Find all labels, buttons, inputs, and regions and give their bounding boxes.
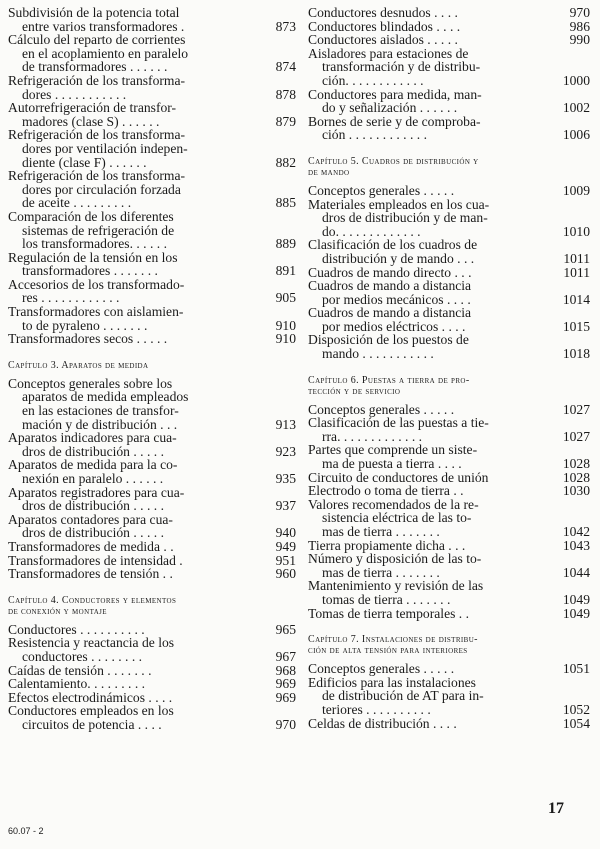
toc-entry-line: Partes que comprende un siste- (308, 442, 478, 458)
toc-entry-line: dros de distribución . . . . . (22, 498, 164, 514)
toc-entry-title (8, 278, 262, 305)
toc-entry-line: Cuadros de mando a distancia (308, 278, 472, 294)
toc-entry[interactable] (8, 554, 296, 568)
toc-entry-title (8, 513, 262, 540)
toc-entry-line: Conceptos generales . . . . . (308, 401, 455, 417)
toc-entry-page: 986 (569, 18, 590, 34)
toc-entry-title (308, 579, 556, 606)
toc-entry-page: 1030 (562, 483, 590, 499)
toc-entry-title (308, 443, 556, 470)
toc-entry-line: Resistencia y reactancia de los (8, 635, 175, 651)
toc-entry-line: por medios mecánicos . . . . (322, 291, 471, 307)
toc-entry-line: Edificios para las instalaciones (308, 674, 476, 690)
toc-entry-line: distribución y de mando . . . (322, 250, 475, 266)
toc-entry-line: Mantenimiento y revisión de las (308, 578, 484, 594)
toc-entry-page: 940 (275, 525, 296, 541)
toc-entry-page: 1011 (563, 250, 590, 266)
toc-entry-title (308, 184, 556, 198)
chapter-heading-line: de mando (308, 166, 350, 178)
toc-entry-line: Conductores empleados en los (8, 703, 174, 719)
toc-entry-line: de aceite . . . . . . . . . (22, 195, 132, 211)
toc-entry-title (308, 498, 556, 539)
toc-entry-line: en las estaciones de transfor- (22, 403, 179, 419)
toc-entry-page: 873 (275, 18, 296, 34)
toc-entry[interactable] (8, 305, 296, 332)
toc-entry[interactable] (308, 184, 590, 198)
toc-entry-page: 1049 (562, 605, 590, 621)
toc-entry-line: Accesorios de los transformado- (8, 276, 185, 292)
toc-entry-page: 891 (275, 263, 296, 279)
toc-entry-line: nexión en paralelo . . . . . . (22, 471, 164, 486)
toc-entry-title (308, 484, 556, 498)
toc-entry-page: 1044 (562, 564, 590, 580)
toc-entry-page: 882 (275, 154, 296, 170)
toc-entry-title (8, 664, 262, 678)
toc-entry-line: Electrodo o toma de tierra . . (308, 483, 464, 499)
toc-entry[interactable] (308, 333, 590, 360)
toc-entry-line: Refrigeración de los transforma- (8, 168, 186, 184)
toc-entry-line: Calentamiento. . . . . . . . . (8, 676, 146, 692)
toc-entry-line: por medios eléctricos . . . . (322, 318, 466, 334)
toc-entry[interactable] (308, 88, 590, 115)
toc-entry-page: 1052 (562, 701, 590, 717)
toc-entry-line: Valores recomendados de la re- (308, 496, 479, 512)
toc-entry[interactable] (8, 210, 296, 251)
toc-entry[interactable] (308, 33, 590, 47)
chapter-heading (8, 595, 296, 617)
toc-entry-title (8, 431, 262, 458)
toc-entry-line: Transformadores de medida . . (8, 538, 174, 554)
toc-entry-line: de distribución de AT para in- (322, 688, 484, 704)
toc-entry-title (308, 88, 556, 115)
toc-entry-line: rra. . . . . . . . . . . . . (322, 428, 423, 444)
toc-entry-line: Aparatos indicadores para cua- (8, 430, 177, 446)
toc-entry-page: 1006 (562, 127, 590, 143)
chapter-heading (308, 375, 590, 397)
toc-entry-page: 965 (275, 621, 296, 637)
toc-entry[interactable] (308, 443, 590, 470)
toc-entry-title (308, 676, 556, 717)
toc-entry-line: Celdas de distribución . . . . (308, 715, 457, 731)
toc-entry-title (308, 6, 556, 20)
toc-entry-line: transformadores . . . . . . . (22, 263, 158, 279)
toc-entry-line: sistencia eléctrica de las to- (322, 510, 472, 526)
toc-entry-page: 1009 (562, 182, 590, 198)
toc-entry[interactable] (8, 128, 296, 169)
toc-entry-page: 951 (275, 552, 296, 568)
toc-entry-line: los transformadores. . . . . . (22, 236, 167, 252)
toc-entry-title (308, 607, 556, 621)
toc-entry-line: entre varios transformadores . (22, 18, 185, 34)
footer-code: 60.07 - 2 (8, 826, 44, 836)
toc-entry-line: Circuito de conductores de unión (308, 469, 489, 485)
toc-entry[interactable] (308, 484, 590, 498)
toc-entry[interactable] (308, 416, 590, 443)
toc-entry[interactable] (8, 431, 296, 458)
toc-entry-title (308, 539, 556, 553)
toc-entry[interactable] (308, 115, 590, 142)
toc-entry[interactable] (8, 332, 296, 346)
toc-entry-title (308, 662, 556, 676)
toc-entry-line: Conceptos generales sobre los (8, 375, 173, 391)
chapter-heading-line: de conexión y montaje (8, 605, 107, 617)
toc-entry-title (8, 251, 262, 278)
toc-entry-line: dros de distribución . . . . . (22, 443, 164, 459)
toc-entry-line: res . . . . . . . . . . . . (22, 290, 120, 306)
toc-column-left (8, 6, 296, 732)
toc-entry-title (308, 333, 556, 360)
toc-entry-title (8, 458, 262, 485)
toc-entry[interactable] (308, 607, 590, 621)
toc-entry-line: conductores . . . . . . . . (22, 648, 143, 664)
toc-entry-title (308, 416, 556, 443)
toc-entry-line: Disposición de los puestos de (308, 332, 469, 348)
toc-entry-title (8, 101, 262, 128)
toc-entry[interactable] (308, 47, 590, 88)
toc-entry-line: mas de tierra . . . . . . . (322, 524, 440, 539)
toc-entry-page: 1051 (562, 661, 590, 677)
toc-entry-line: Transformadores con aislamien- (8, 304, 184, 320)
toc-entry[interactable] (308, 717, 590, 731)
toc-entry-title (8, 6, 262, 33)
toc-entry-line: Comparación de los diferentes (8, 208, 174, 224)
toc-entry-title (8, 554, 262, 568)
toc-entry[interactable] (308, 266, 590, 280)
toc-entry-title (308, 403, 556, 417)
toc-entry-line: Transformadores secos . . . . . (8, 331, 168, 347)
toc-entry-title (8, 210, 262, 251)
toc-entry-title (8, 377, 262, 431)
chapter-heading (8, 360, 296, 371)
toc-entry[interactable] (308, 403, 590, 417)
toc-entry-title (308, 471, 556, 485)
toc-entry-line: Conductores . . . . . . . . . . (8, 621, 145, 637)
toc-entry[interactable] (308, 662, 590, 676)
toc-entry[interactable] (8, 664, 296, 678)
toc-entry[interactable] (8, 458, 296, 485)
toc-entry-line: transformación y de distribu- (322, 59, 481, 75)
toc-entry-page: 910 (275, 317, 296, 333)
chapter-heading-line: Capítulo 6. Puestas a tierra de pro- (308, 374, 470, 386)
toc-entry[interactable] (8, 636, 296, 663)
toc-entry-title (308, 115, 556, 142)
toc-entry-page: 923 (275, 443, 296, 459)
toc-entry[interactable] (8, 377, 296, 431)
toc-entry-line: sistemas de refrigeración de (22, 222, 175, 238)
toc-entry-page: 970 (275, 716, 296, 732)
toc-entry-title (308, 717, 556, 731)
toc-entry-line: Caídas de tensión . . . . . . . (8, 662, 152, 678)
toc-entry[interactable] (8, 486, 296, 513)
toc-entry-line: Aparatos registradores para cua- (8, 484, 185, 500)
toc-entry-title (8, 486, 262, 513)
chapter-heading-line: Capítulo 3. Aparatos de medida (8, 359, 149, 371)
toc-entry-title (308, 33, 556, 47)
toc-entry-page: 990 (569, 32, 590, 48)
toc-entry-title (308, 47, 556, 88)
toc-entry-line: Transformadores de intensidad . (8, 552, 183, 568)
toc-entry[interactable] (8, 278, 296, 305)
toc-entry-title (8, 33, 262, 74)
toc-entry-line: Aparatos de medida para la co- (8, 457, 178, 473)
toc-entry-page: 935 (275, 471, 296, 486)
toc-entry-line: mas de tierra . . . . . . . (322, 564, 440, 580)
toc-entry[interactable] (8, 251, 296, 278)
toc-entry[interactable] (308, 579, 590, 606)
toc-entry[interactable] (308, 552, 590, 579)
chapter-heading-line: Capítulo 4. Conductores y elementos (8, 594, 177, 606)
toc-entry-page: 1042 (562, 524, 590, 539)
toc-entry-line: Clasificación de las puestas a tie- (308, 415, 489, 431)
toc-entry-page: 1049 (562, 591, 590, 607)
toc-entry-line: ción. . . . . . . . . . . . (322, 72, 424, 88)
toc-column-right (308, 6, 590, 730)
chapter-heading-line: Capítulo 7. Instalaciones de distribu- (308, 634, 478, 646)
toc-entry-line: diente (clase F) . . . . . . (22, 154, 147, 170)
toc-entry-line: Efectos electrodinámicos . . . . (8, 689, 173, 705)
toc-entry[interactable] (308, 20, 590, 34)
toc-entry-line: Materiales empleados en los cua- (308, 196, 490, 212)
toc-entry-line: dros de distribución y de man- (322, 210, 488, 226)
toc-entry-line: Tierra propiamente dicha . . . (308, 537, 466, 553)
toc-entry-page: 905 (275, 290, 296, 306)
toc-entry-line: Regulación de la tensión en los (8, 249, 178, 265)
toc-entry-line: madores (clase S) . . . . . . (22, 113, 160, 129)
toc-entry-line: aparatos de medida empleados (22, 389, 189, 405)
toc-entry-title (8, 691, 262, 705)
toc-entry-line: to de pyraleno . . . . . . . (22, 317, 148, 333)
toc-entry-page: 1054 (562, 715, 590, 731)
toc-entry-title (308, 198, 556, 239)
toc-entry[interactable] (8, 677, 296, 691)
toc-entry-line: Conductores aislados . . . . . (308, 32, 458, 48)
toc-entry[interactable] (8, 513, 296, 540)
toc-entry-title (308, 552, 556, 579)
toc-entry-page: 1043 (562, 537, 590, 553)
toc-entry[interactable] (308, 279, 590, 306)
toc-entry-title (8, 623, 262, 637)
chapter-heading (308, 634, 590, 656)
toc-entry-line: ción . . . . . . . . . . . . (322, 127, 427, 143)
toc-entry-line: dros de distribución . . . . . (22, 525, 164, 541)
toc-entry-title (308, 238, 556, 265)
toc-entry-page: 1027 (562, 401, 590, 417)
toc-entry-line: Número y disposición de las to- (308, 551, 482, 567)
toc-entry-title (308, 266, 556, 280)
toc-entry[interactable] (308, 539, 590, 553)
toc-entry-line: dores por ventilación indepen- (22, 140, 188, 156)
toc-entry-line: Refrigeración de los transforma- (8, 72, 186, 88)
toc-entry-page: 968 (275, 662, 296, 678)
toc-entry-line: Refrigeración de los transforma- (8, 127, 186, 143)
toc-entry-title (8, 567, 262, 581)
toc-entry[interactable] (308, 471, 590, 485)
toc-entry-page: 1014 (562, 291, 590, 307)
toc-entry[interactable] (8, 567, 296, 581)
toc-entry-line: de transformadores . . . . . . (22, 59, 168, 75)
toc-entry[interactable] (308, 676, 590, 717)
page-number: 17 (548, 800, 564, 817)
toc-entry-page: 879 (275, 113, 296, 129)
toc-entry-page: 913 (275, 416, 296, 432)
toc-entry-title (8, 332, 262, 346)
toc-entry-page: 874 (275, 59, 296, 75)
toc-entry-line: Tomas de tierra temporales . . (308, 605, 469, 621)
toc-entry-page: 1011 (563, 264, 590, 280)
toc-entry-line: Clasificación de los cuadros de (308, 237, 478, 253)
toc-entry-line: dores por circulación forzada (22, 181, 181, 197)
toc-entry[interactable] (8, 169, 296, 210)
toc-entry-line: Conceptos generales . . . . . (308, 661, 455, 677)
toc-entry-page: 1028 (562, 469, 590, 485)
toc-entry-line: ma de puesta a tierra . . . . (322, 456, 462, 472)
toc-entry-line: tomas de tierra . . . . . . . (322, 591, 451, 607)
toc-entry[interactable] (308, 6, 590, 20)
toc-entry-title (8, 305, 262, 332)
toc-entry-title (308, 20, 556, 34)
toc-entry-title (8, 74, 262, 101)
toc-entry-line: do. . . . . . . . . . . . . (322, 223, 421, 239)
toc-entry-line: dores . . . . . . . . . . . (22, 86, 127, 102)
toc-entry-title (8, 636, 262, 663)
toc-entry-line: Cuadros de mando a distancia (308, 305, 472, 321)
toc-entry-page: 969 (275, 676, 296, 692)
toc-entry-title (8, 677, 262, 691)
toc-entry-line: mación y de distribución . . . (22, 416, 178, 432)
toc-entry[interactable] (8, 691, 296, 705)
toc-entry-line: en el acoplamiento en paralelo (22, 45, 189, 61)
toc-entry[interactable] (8, 623, 296, 637)
toc-entry-page: 885 (275, 195, 296, 211)
toc-entry-line: do y señalización . . . . . . (322, 100, 458, 116)
toc-entry-title (8, 128, 262, 169)
chapter-heading-line: ción de alta tensión para interiores (308, 645, 468, 657)
toc-entry-line: circuitos de potencia . . . . (22, 716, 162, 732)
toc-entry-page: 1010 (562, 223, 590, 239)
toc-entry-line: Autorrefrigeración de transfor- (8, 100, 177, 116)
toc-entry-line: Conductores blindados . . . . (308, 18, 461, 34)
toc-entry-line: Conductores desnudos . . . . (308, 5, 458, 20)
chapter-heading (308, 156, 590, 178)
toc-entry-page: 1000 (562, 72, 590, 88)
toc-entry-page: 910 (275, 331, 296, 347)
chapter-heading-line: tección y de servicio (308, 385, 401, 397)
toc-entry-page: 889 (275, 236, 296, 252)
toc-entry-line: Aparatos contadores para cua- (8, 511, 173, 527)
toc-entry-page: 969 (275, 689, 296, 705)
toc-entry[interactable] (8, 74, 296, 101)
toc-entry[interactable] (8, 704, 296, 731)
toc-entry-page: 937 (275, 498, 296, 514)
toc-entry-line: Conductores para medida, man- (308, 86, 482, 102)
toc-entry-line: Cálculo del reparto de corrientes (8, 32, 186, 48)
toc-entry[interactable] (308, 306, 590, 333)
toc-entry-page: 949 (275, 538, 296, 554)
toc-entry-page: 960 (275, 566, 296, 582)
toc-entry-title (8, 169, 262, 210)
toc-entry[interactable] (8, 6, 296, 33)
toc-entry-page: 1028 (562, 456, 590, 472)
toc-entry-line: Aisladores para estaciones de (308, 45, 469, 61)
toc-entry[interactable] (8, 101, 296, 128)
toc-entry-title (8, 704, 262, 731)
toc-entry-page: 1027 (562, 428, 590, 444)
toc-entry-title (8, 540, 262, 554)
toc-entry-page: 967 (275, 648, 296, 664)
toc-entry-page: 1018 (562, 346, 590, 362)
toc-entry[interactable] (308, 198, 590, 239)
chapter-heading-line: Capítulo 5. Cuadros de distribución y (308, 155, 479, 167)
toc-entry-line: teriores . . . . . . . . . . (322, 701, 431, 717)
toc-entry[interactable] (8, 540, 296, 554)
toc-entry-line: Transformadores de tensión . . (8, 566, 173, 582)
toc-entry[interactable] (308, 238, 590, 265)
toc-entry-page: 970 (569, 5, 590, 20)
toc-entry[interactable] (308, 498, 590, 539)
toc-entry-title (308, 306, 556, 333)
toc-entry-line: Cuadros de mando directo . . . (308, 264, 472, 280)
toc-entry-page: 1015 (562, 318, 590, 334)
toc-entry[interactable] (8, 33, 296, 74)
toc-entry-line: Bornes de serie y de comproba- (308, 113, 481, 129)
toc-entry-line: mando . . . . . . . . . . . (322, 346, 434, 362)
toc-entry-line: Conceptos generales . . . . . (308, 182, 455, 198)
toc-entry-line: Subdivisión de la potencia total (8, 5, 180, 20)
toc-entry-page: 1002 (562, 100, 590, 116)
toc-entry-page: 878 (275, 86, 296, 102)
toc-entry-title (308, 279, 556, 306)
